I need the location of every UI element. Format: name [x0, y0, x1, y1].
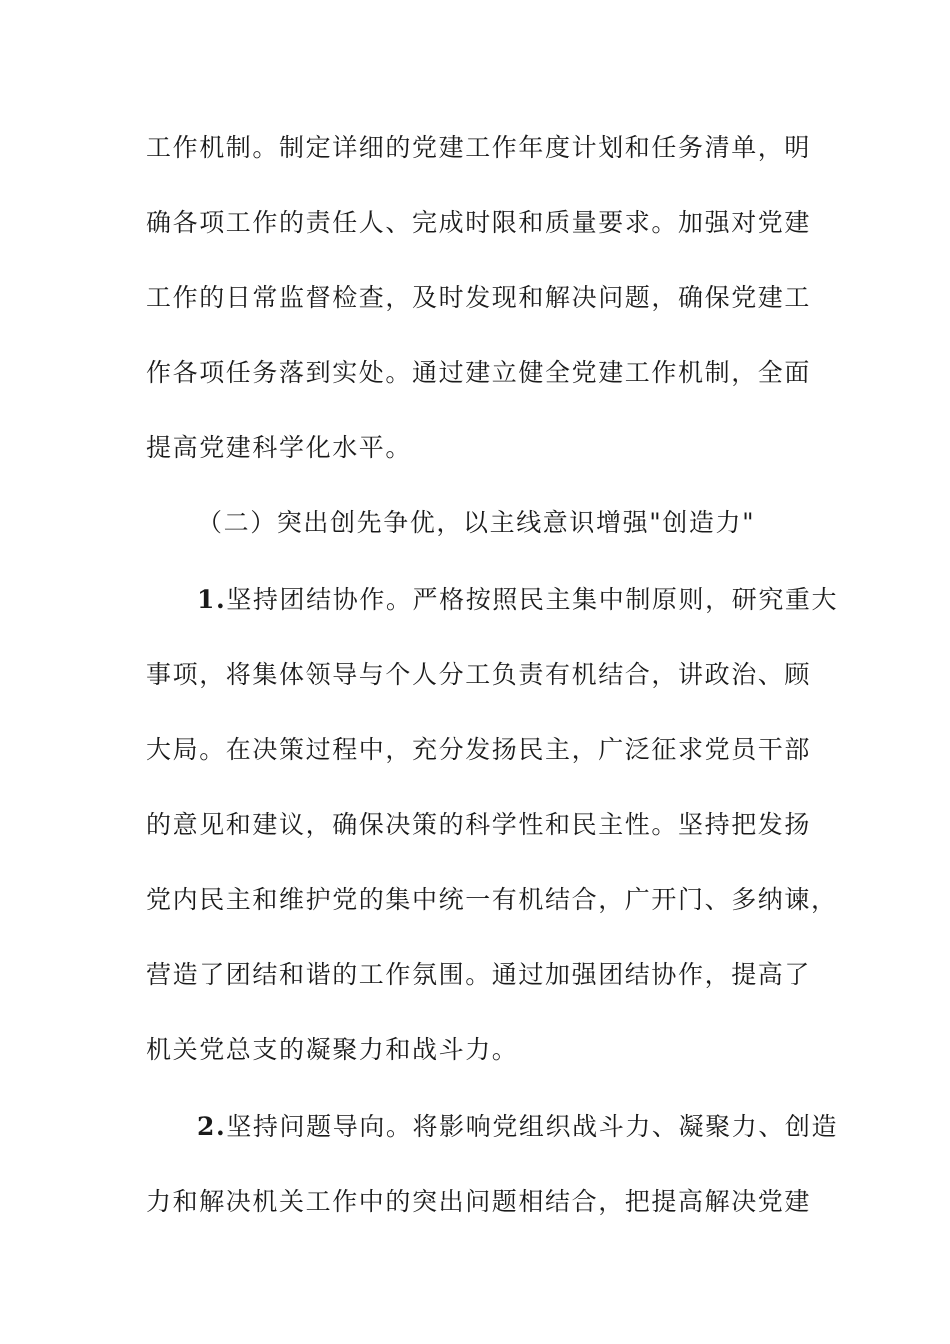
paragraph-line: 的意见和建议，确保决策的科学性和民主性。坚持把发扬	[146, 810, 812, 839]
item-first-line-text: 坚持问题导向。将影响党组织战斗力、凝聚力、创造	[226, 1112, 839, 1141]
paragraph-line: 工作的日常监督检查，及时发现和解决问题，确保党建工	[146, 283, 812, 312]
item-number: 2.	[197, 1112, 227, 1141]
paragraph-line: 营造了团结和谐的工作氛围。通过加强团结协作，提高了	[146, 960, 812, 989]
paragraph-line: 机关党总支的凝聚力和战斗力。	[146, 1035, 519, 1064]
paragraph-line: 党内民主和维护党的集中统一有机结合，广开门、多纳谏，	[146, 885, 838, 914]
paragraph-line: 提高党建科学化水平。	[146, 433, 413, 462]
section-heading: （二）突出创先争优，以主线意识增强"创造力"	[197, 508, 756, 537]
paragraph-line: 工作机制。制定详细的党建工作年度计划和任务清单，明	[146, 133, 812, 162]
item-first-line	[197, 1107, 838, 1143]
paragraph-line: 确各项工作的责任人、完成时限和质量要求。加强对党建	[146, 208, 812, 237]
paragraph-line: 力和解决机关工作中的突出问题相结合，把提高解决党建	[146, 1187, 812, 1216]
paragraph-line: 事项，将集体领导与个人分工负责有机结合，讲政治、顾	[146, 660, 812, 689]
paragraph-line: 大局。在决策过程中，充分发扬民主，广泛征求党员干部	[146, 735, 812, 764]
item-first-line	[197, 580, 838, 616]
item-first-line-text: 坚持团结协作。严格按照民主集中制原则，研究重大	[226, 585, 839, 614]
paragraph-line: 作各项任务落到实处。通过建立健全党建工作机制，全面	[146, 358, 812, 387]
item-number: 1.	[197, 585, 227, 614]
